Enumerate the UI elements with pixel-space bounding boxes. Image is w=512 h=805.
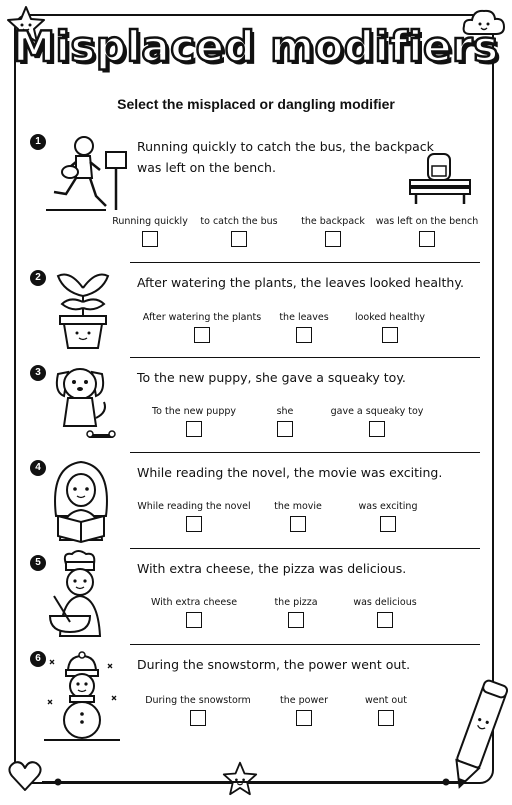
sentence-line: With extra cheese, the pizza was delicious. xyxy=(137,561,407,576)
option-label: the pizza xyxy=(274,597,318,608)
question-number: 2 xyxy=(30,270,46,286)
divider xyxy=(130,548,480,549)
boy-running-icon xyxy=(46,132,136,214)
puppy-icon xyxy=(52,362,124,446)
question-sentence xyxy=(137,136,434,178)
question-number: 5 xyxy=(30,555,46,571)
question-sentence xyxy=(137,367,406,388)
question-sentence xyxy=(137,558,406,579)
sentence-line: Running quickly to catch the bus, the backpack xyxy=(137,139,434,154)
bottom-ornament xyxy=(42,777,462,787)
option-checkbox[interactable] xyxy=(194,327,210,343)
option-label: While reading the novel xyxy=(137,501,251,512)
option-checkbox[interactable] xyxy=(142,231,158,247)
question-number: 4 xyxy=(30,460,46,476)
sentence-line: To the new puppy, she gave a squeaky toy. xyxy=(137,370,406,385)
option-label: Running quickly xyxy=(112,216,188,227)
option-label: looked healthy xyxy=(354,312,426,323)
sentence-line: was left on the bench. xyxy=(137,160,276,175)
question-sentence xyxy=(137,462,442,483)
option-checkbox[interactable] xyxy=(290,516,306,532)
option-label: With extra cheese xyxy=(150,597,238,608)
divider xyxy=(130,357,480,358)
option-label: was exciting xyxy=(358,501,418,512)
heart-icon xyxy=(8,760,42,792)
divider xyxy=(130,644,480,645)
option-checkbox[interactable] xyxy=(288,612,304,628)
sentence-line: During the snowstorm, the power went out. xyxy=(137,657,411,672)
option-checkbox[interactable] xyxy=(186,612,202,628)
option-checkbox[interactable] xyxy=(382,327,398,343)
option-checkbox[interactable] xyxy=(277,421,293,437)
option-label: gave a squeaky toy xyxy=(330,406,424,417)
girl-reading-icon xyxy=(48,456,114,542)
option-checkbox[interactable] xyxy=(378,710,394,726)
option-label: To the new puppy xyxy=(151,406,237,417)
question-number: 6 xyxy=(30,651,46,667)
option-checkbox[interactable] xyxy=(186,421,202,437)
option-label: went out xyxy=(365,695,407,706)
option-label: to catch the bus xyxy=(200,216,278,227)
option-checkbox[interactable] xyxy=(296,327,312,343)
option-label: the backpack xyxy=(301,216,365,227)
option-label: the power xyxy=(280,695,328,706)
divider xyxy=(130,262,480,263)
option-checkbox[interactable] xyxy=(377,612,393,628)
option-checkbox[interactable] xyxy=(186,516,202,532)
page-subtitle: Select the misplaced or dangling modifier xyxy=(117,96,395,112)
option-checkbox[interactable] xyxy=(419,231,435,247)
option-checkbox[interactable] xyxy=(325,231,341,247)
bench-backpack-icon xyxy=(408,150,472,206)
question-number: 3 xyxy=(30,365,46,381)
option-label: After watering the plants xyxy=(142,312,262,323)
chef-child-icon xyxy=(46,548,116,638)
option-checkbox[interactable] xyxy=(231,231,247,247)
sentence-line: While reading the novel, the movie was exciting. xyxy=(137,465,443,480)
option-checkbox[interactable] xyxy=(296,710,312,726)
potted-plant-icon xyxy=(52,266,114,350)
question-number: 1 xyxy=(30,134,46,150)
option-label: she xyxy=(276,406,294,417)
option-label: the leaves xyxy=(279,312,329,323)
question-sentence xyxy=(137,654,410,675)
sentence-line: After watering the plants, the leaves looked healthy. xyxy=(137,275,464,290)
option-label: was delicious xyxy=(353,597,417,608)
option-label: During the snowstorm xyxy=(145,695,251,706)
divider xyxy=(130,452,480,453)
question-sentence xyxy=(137,272,464,293)
snowman-icon xyxy=(44,650,120,742)
page-title: Misplaced modifiers xyxy=(13,22,499,71)
option-checkbox[interactable] xyxy=(369,421,385,437)
option-label: the movie xyxy=(274,501,322,512)
option-checkbox[interactable] xyxy=(380,516,396,532)
option-checkbox[interactable] xyxy=(190,710,206,726)
option-label: was left on the bench xyxy=(375,216,479,227)
